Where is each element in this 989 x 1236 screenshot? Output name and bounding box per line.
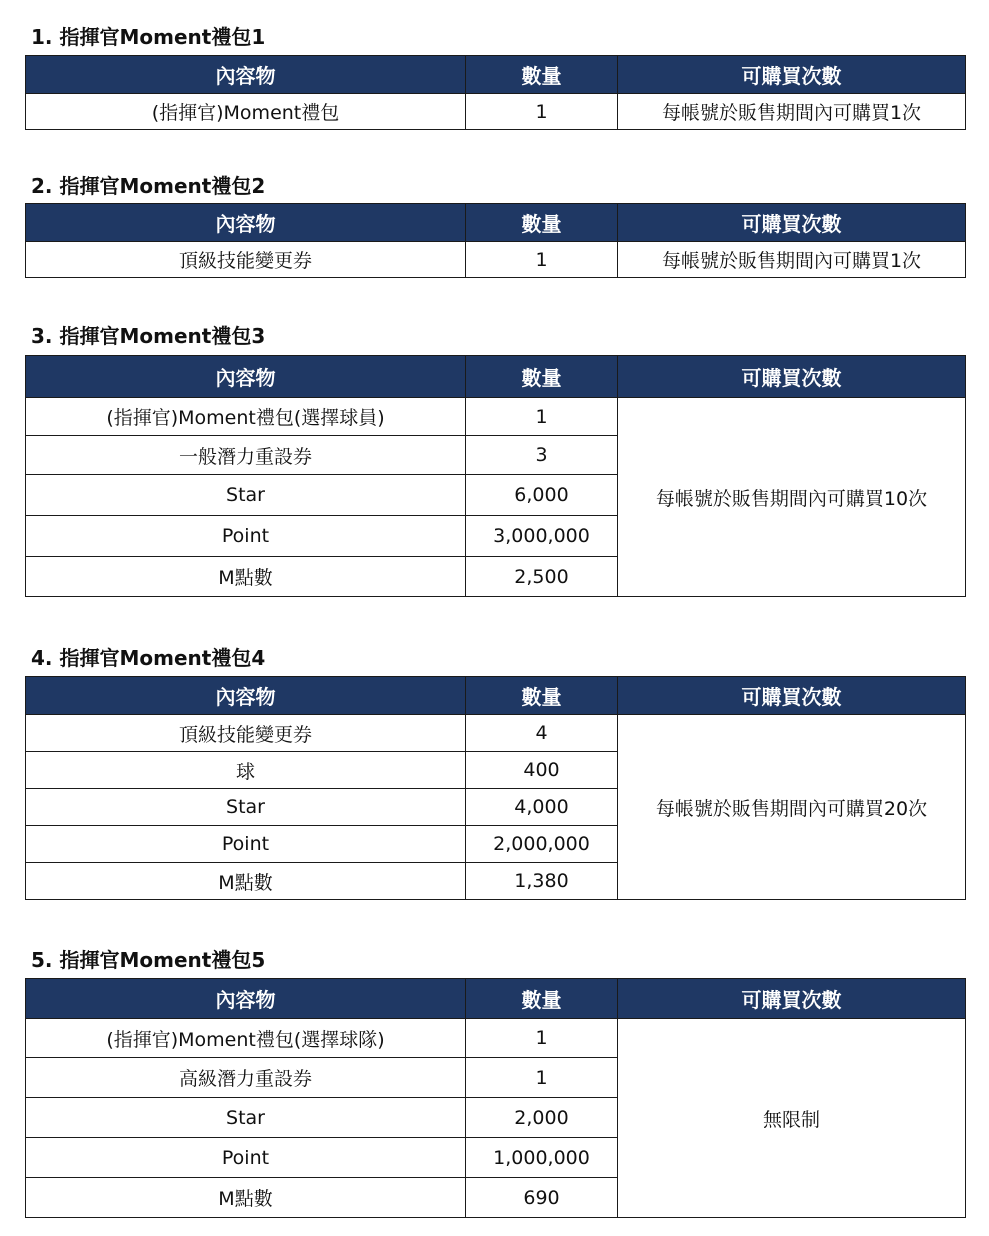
purchase-limit: 每帳號於販售期間內可購買1次 bbox=[618, 242, 966, 278]
table-row bbox=[26, 715, 966, 752]
item-name: Star bbox=[26, 789, 466, 826]
section-title: 2. 指揮官Moment禮包2 bbox=[31, 174, 266, 198]
item-name: 頂級技能變更券 bbox=[26, 242, 466, 278]
item-name: Point bbox=[26, 1138, 466, 1178]
item-qty: 2,000,000 bbox=[466, 826, 618, 863]
item-name: M點數 bbox=[26, 557, 466, 597]
item-qty: 4,000 bbox=[466, 789, 618, 826]
table-header-row bbox=[26, 356, 966, 398]
item-qty: 1 bbox=[466, 398, 618, 436]
header-limit: 可購買次數 bbox=[618, 56, 966, 94]
item-qty: 3 bbox=[466, 436, 618, 475]
purchase-limit: 每帳號於販售期間內可購買1次 bbox=[618, 94, 966, 130]
purchase-limit: 無限制 bbox=[618, 1019, 966, 1218]
package-table bbox=[25, 55, 966, 130]
item-qty: 2,500 bbox=[466, 557, 618, 597]
item-name: 頂級技能變更券 bbox=[26, 715, 466, 752]
item-qty: 690 bbox=[466, 1178, 618, 1218]
header-qty: 數量 bbox=[466, 677, 618, 715]
table-row bbox=[26, 242, 966, 278]
header-limit: 可購買次數 bbox=[618, 356, 966, 398]
table-row bbox=[26, 94, 966, 130]
header-limit: 可購買次數 bbox=[618, 677, 966, 715]
item-qty: 1 bbox=[466, 242, 618, 278]
package-table bbox=[25, 355, 966, 597]
package-table bbox=[25, 676, 966, 900]
purchase-limit: 每帳號於販售期間內可購買10次 bbox=[618, 398, 966, 597]
header-limit: 可購買次數 bbox=[618, 204, 966, 242]
item-qty: 400 bbox=[466, 752, 618, 789]
header-content: 內容物 bbox=[26, 677, 466, 715]
item-qty: 6,000 bbox=[466, 475, 618, 516]
item-name: 一般潛力重設券 bbox=[26, 436, 466, 475]
table-header-row bbox=[26, 677, 966, 715]
item-qty: 1,380 bbox=[466, 863, 618, 900]
item-qty: 1 bbox=[466, 1058, 618, 1098]
item-name: Star bbox=[26, 1098, 466, 1138]
item-qty: 2,000 bbox=[466, 1098, 618, 1138]
section-title: 1. 指揮官Moment禮包1 bbox=[31, 25, 266, 49]
section-title: 5. 指揮官Moment禮包5 bbox=[31, 948, 266, 972]
item-name: (指揮官)Moment禮包(選擇球隊) bbox=[26, 1019, 466, 1058]
item-name: (指揮官)Moment禮包(選擇球員) bbox=[26, 398, 466, 436]
item-name: 高級潛力重設券 bbox=[26, 1058, 466, 1098]
package-table bbox=[25, 203, 966, 278]
header-content: 內容物 bbox=[26, 204, 466, 242]
header-content: 內容物 bbox=[26, 979, 466, 1019]
item-qty: 1,000,000 bbox=[466, 1138, 618, 1178]
table-row bbox=[26, 398, 966, 436]
item-qty: 1 bbox=[466, 94, 618, 130]
item-name: Star bbox=[26, 475, 466, 516]
section-title: 4. 指揮官Moment禮包4 bbox=[31, 646, 266, 670]
table-row bbox=[26, 1019, 966, 1058]
table-header-row bbox=[26, 56, 966, 94]
item-name: 球 bbox=[26, 752, 466, 789]
header-qty: 數量 bbox=[466, 204, 618, 242]
header-limit: 可購買次數 bbox=[618, 979, 966, 1019]
item-name: M點數 bbox=[26, 1178, 466, 1218]
header-content: 內容物 bbox=[26, 56, 466, 94]
item-qty: 3,000,000 bbox=[466, 516, 618, 557]
header-qty: 數量 bbox=[466, 356, 618, 398]
item-qty: 1 bbox=[466, 1019, 618, 1058]
item-name: (指揮官)Moment禮包 bbox=[26, 94, 466, 130]
table-header-row bbox=[26, 979, 966, 1019]
item-qty: 4 bbox=[466, 715, 618, 752]
purchase-limit: 每帳號於販售期間內可購買20次 bbox=[618, 715, 966, 900]
header-qty: 數量 bbox=[466, 979, 618, 1019]
item-name: Point bbox=[26, 516, 466, 557]
header-qty: 數量 bbox=[466, 56, 618, 94]
item-name: M點數 bbox=[26, 863, 466, 900]
section-title: 3. 指揮官Moment禮包3 bbox=[31, 324, 266, 348]
table-header-row bbox=[26, 204, 966, 242]
package-table bbox=[25, 978, 966, 1218]
item-name: Point bbox=[26, 826, 466, 863]
header-content: 內容物 bbox=[26, 356, 466, 398]
